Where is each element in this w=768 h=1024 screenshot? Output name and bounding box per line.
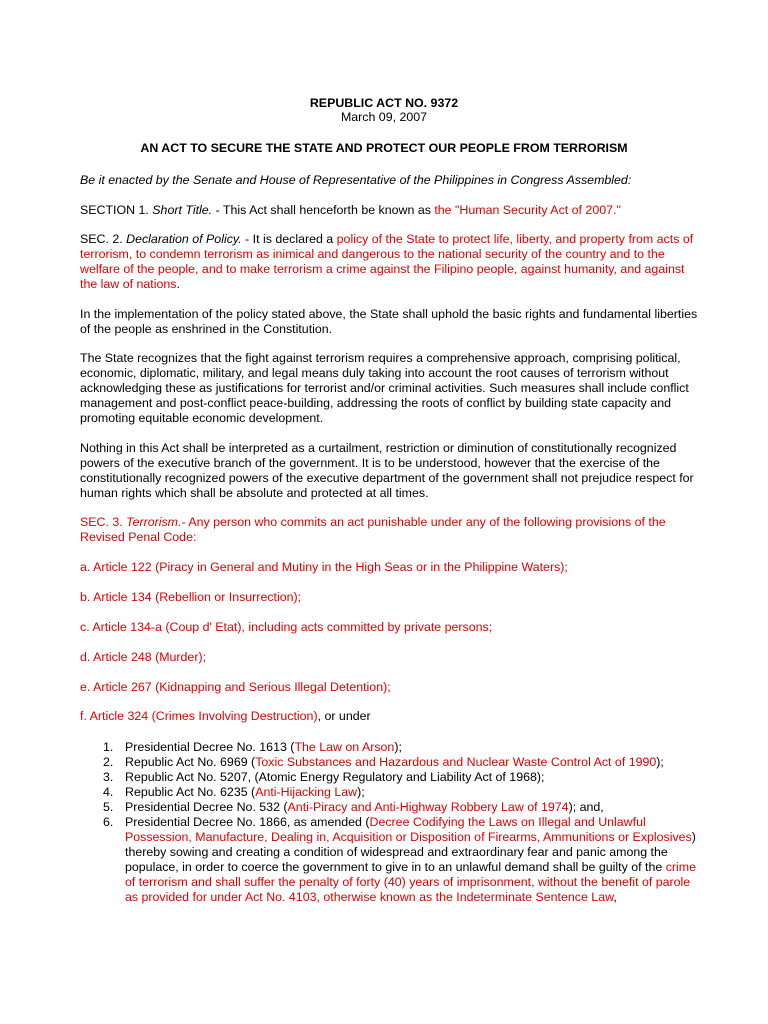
law-list [80, 740, 700, 905]
list-text: Presidential Decree No. 1866, as amended ( [125, 815, 370, 829]
highlight-text: Toxic Substances and Hazardous and Nuclear Waste Control Act of 1990 [255, 755, 657, 769]
highlight-text: Anti-Piracy and Anti-Highway Robbery Law of 1974 [287, 800, 569, 814]
list-number: 6. [103, 815, 114, 829]
list-text: ); [394, 740, 402, 754]
list-text: Republic Act No. 5207, (Atomic Energy Regulatory and Liability Act of 1968); [125, 770, 545, 784]
state-paragraph: The State recognizes that the fight against terrorism requires a comprehensive approach, comprising political, economic, diplomatic, military, and legal means duly taking into account the root causes of terrorism without acknowledging these as justifications for terrorist and/or criminal activities. Such measures shall include conflict management and post-conflict peace-building, addressing the roots of conflict by building state capacity and promoting equitable economic development. [80, 351, 689, 425]
list-number: 1. [103, 740, 114, 754]
article-e: e. Article 267 (Kidnapping and Serious Illegal Detention); [80, 680, 391, 694]
section-label: SECTION 1. [80, 203, 153, 217]
highlight-text: The Law on Arson [294, 740, 395, 754]
section-heading: Declaration of Policy. [126, 232, 242, 246]
list-item [80, 770, 700, 785]
enacting-clause-text: Be it enacted by the Senate and House of Representative of the Philippines in Congress Assembled: [80, 173, 632, 187]
closing-text: thereby sowing and creating a condition of widespread and extraordinary fear and panic among the populace, in order to coerce the government to give in to an unlawful demand shall be guilty of the [125, 845, 668, 874]
highlight-text: f. Article 324 (Crimes Involving Destruction) [80, 709, 318, 723]
list-number: 2. [103, 755, 114, 769]
list-number: 4. [103, 785, 114, 799]
section-3 [80, 515, 700, 545]
policy-paragraph: In the implementation of the policy stated above, the State shall uphold the basic rights and fundamental liberties of the people as enshrined in the Constitution. [80, 307, 698, 336]
article-c: c. Article 134-a (Coup d' Etat), including acts committed by private persons; [80, 620, 493, 634]
section-text: - Any person who commits an act punishable under any of the following provisions of the Revised Penal Code: [80, 515, 666, 544]
enacting-clause [80, 173, 700, 188]
list-text: Republic Act No. 6235 ( [125, 785, 256, 799]
section-label: SEC. 2. [80, 232, 127, 246]
highlight-text: policy of the State to protect life, liberty, and property from acts of terrorism, to condemn terrorism as inimical and dangerous to the national security of the country and to the welfare of the people, and to make terrorism a crime against the Filipino people, against humanity, and against the law of nations [80, 232, 694, 291]
highlight-text: Decree Codifying the Laws on Illegal and Unlawful Possession, Manufacture, Dealing in, Acquisition or Disposition of Firearms, Ammunitions or Explosives [125, 815, 692, 844]
section-label: SEC. 3. [80, 515, 127, 529]
highlight-text: crime of terrorism and shall suffer the penalty of forty (40) years of imprisonment, without the benefit of parole as provided for under Act No. 4103, otherwise known as the Indeterminate Sentence Law [125, 860, 697, 904]
section-2 [80, 232, 700, 292]
act-date: March 09, 2007 [340, 110, 428, 124]
article-d: d. Article 248 (Murder); [80, 650, 207, 664]
article-a: a. Article 122 (Piracy in General and Mutiny in the High Seas or in the Philippine Waters); [80, 560, 568, 574]
nothing-paragraph: Nothing in this Act shall be interpreted as a curtailment, restriction or diminution of constitutionally recognized powers of the executive branch of the government. It is to be understood, however that the exercise of the constitutionally recognized powers of the executive department of the government shall not prejudice respect for human rights which shall be absolute and protected at all times. [80, 441, 694, 500]
section-heading: Terrorism. [126, 515, 182, 529]
list-text: Republic Act No. 6969 ( [125, 755, 256, 769]
section-text: . [176, 277, 180, 291]
list-text: Presidential Decree No. 532 ( [125, 800, 288, 814]
article-b: b. Article 134 (Rebellion or Insurrection); [80, 590, 302, 604]
article-f [80, 709, 700, 724]
list-text: ); [357, 785, 365, 799]
list-item [80, 785, 700, 800]
article-text: , or under [317, 709, 371, 723]
list-item [80, 800, 700, 815]
list-item [80, 755, 700, 770]
section-text: - It is declared a [241, 232, 337, 246]
highlight-text: the "Human Security Act of 2007." [434, 203, 621, 217]
section-text: - This Act shall henceforth be known as [212, 203, 435, 217]
section-1 [80, 203, 700, 218]
highlight-text: Anti-Hijacking Law [255, 785, 358, 799]
act-title: AN ACT TO SECURE THE STATE AND PROTECT OUR PEOPLE FROM TERRORISM [140, 141, 628, 155]
list-number: 3. [103, 770, 114, 784]
list-item [80, 815, 700, 845]
closing-clause [80, 845, 700, 905]
list-text: ); [656, 755, 664, 769]
list-item [80, 740, 700, 755]
act-number-title: REPUBLIC ACT NO. 9372 [309, 96, 459, 110]
list-text: Presidential Decree No. 1613 ( [125, 740, 295, 754]
list-text: ) [691, 830, 696, 844]
section-heading: Short Title. [152, 203, 213, 217]
closing-text: , [613, 890, 617, 904]
list-text: ); and, [568, 800, 604, 814]
list-number: 5. [103, 800, 114, 814]
